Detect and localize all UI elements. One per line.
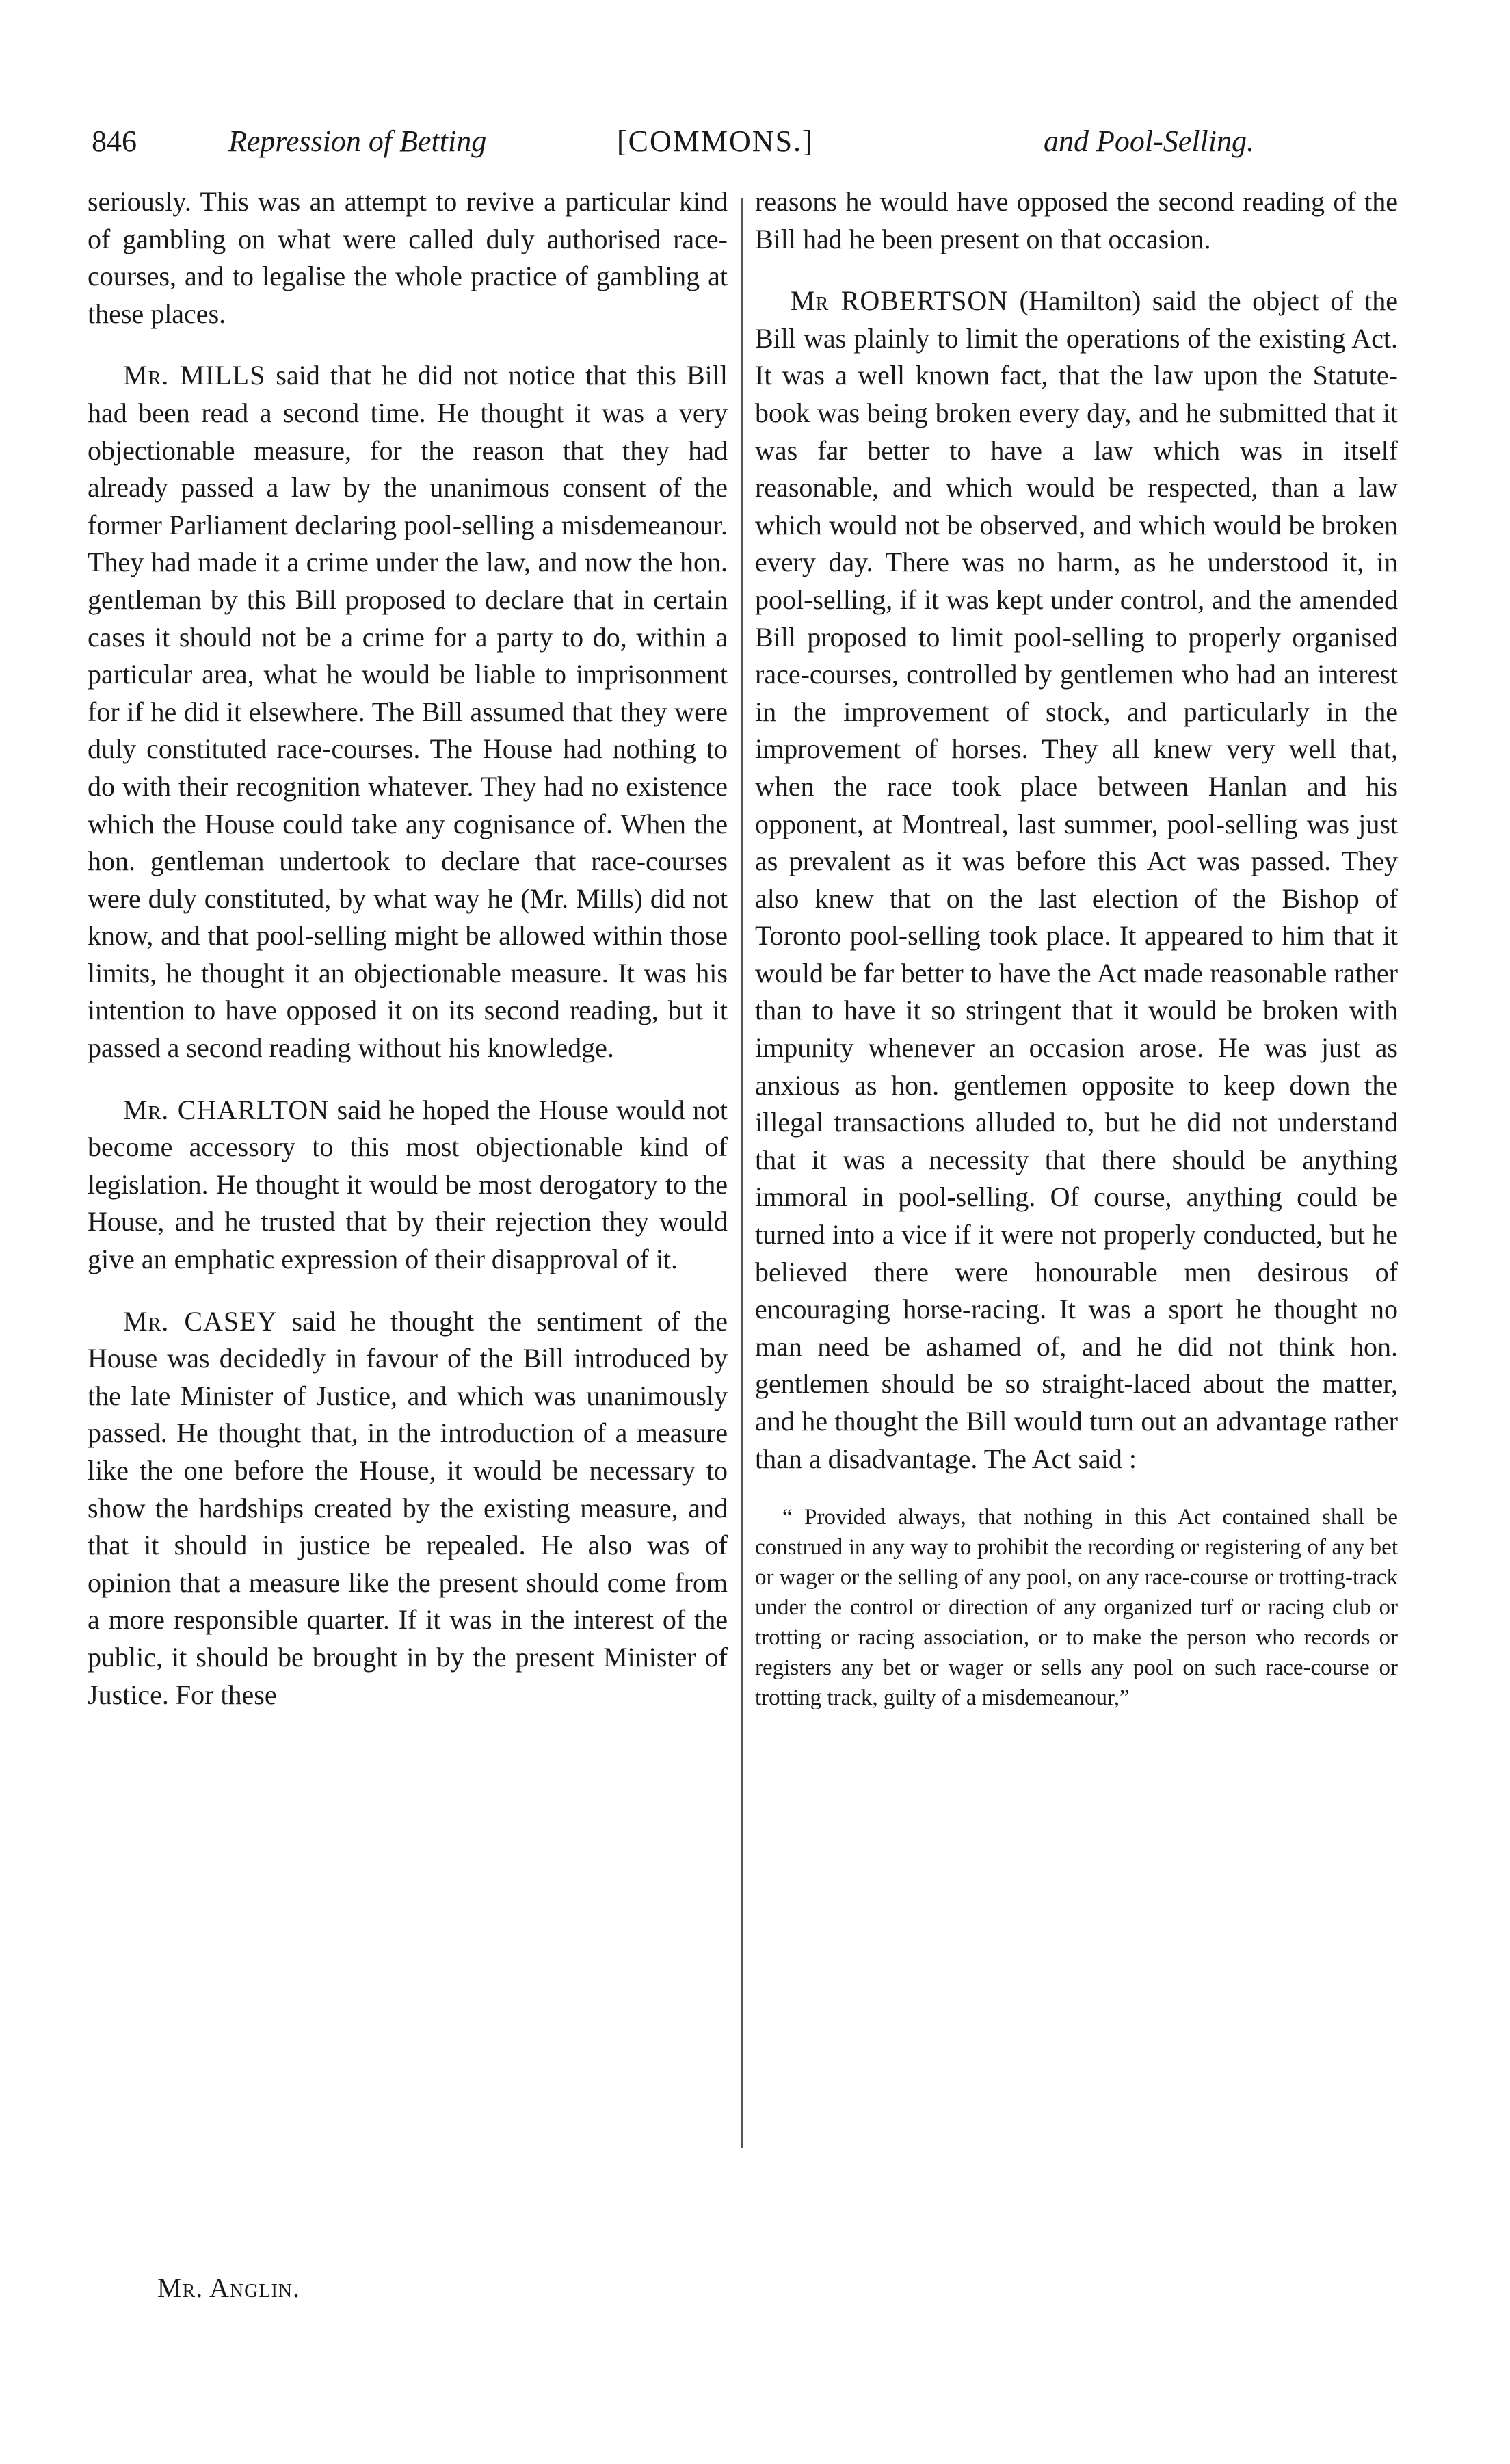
paragraph-continuation: reasons he would have opposed the second reading of the Bill had he been present on that occasion. — [755, 186, 1398, 254]
speech-casey — [88, 1303, 728, 1714]
speech-text: said he thought the sentiment of the House was decidedly in favour of the Bill introduced by the late Minister of Justice, and which was unanimously passed. He thought that, in the introduction of a measure like the one before the House, it would be necessary to show the hardships created by the existing measure, and that it should in justice be repealed. He also was of opinion that a measure like the present should come from a more responsible quarter. If it was in the interest of the public, it should be brought in by the present Minister of Justice. For these — [88, 1305, 728, 1710]
column-divider — [741, 198, 743, 2148]
speech-charlton — [88, 1092, 728, 1279]
quotation-text: “ Provided always, that nothing in this Act contained shall be construed in any way to prohibit the recording or registering of any bet or wager or the selling of any pool, on any race-course or trotting-track under the control or direction of any organized turf or racing club or trotting or racing association, or to make the person who records or registers any bet or wager or sells any pool on such race-course or trotting track, guilty of a misdemeanour,” — [755, 1505, 1398, 1711]
page-number: 846 — [92, 124, 137, 158]
speech-text: (Hamilton) said the object of the Bill was plainly to limit the operations of the existing Act. It was a well known fact, that the law upon the Statute-book was being broken every day, and he submitted that it was far better to have a law which was in itself reasonable, and which would be respected, than a law which would not be observed, and which would be broken every day. There was no harm, as he understood it, in pool-selling, if it was kept under control, and the amended Bill proposed to limit pool-selling to properly organised race-courses, controlled by gentlemen who had an interest in the improvement of stock, and particularly in the improvement of horses. They all knew very well that, when the race took place between Hanlan and his opponent, at Montreal, last summer, pool-selling was just as prevalent as it was before this Act was passed. They also knew that on the last election of the Bishop of Toronto pool-selling took place. It appeared to him that it would be far better to have the Act made reasonable rather than to have it so stringent that it would be broken with impunity whenever an occasion arose. He was just as anxious as hon. gentlemen opposite to keep down the illegal transactions alluded to, but he did not understand that it was a necessity that there should be anything immoral in pool-selling. Of course, anything could be turned into a vice if it were not properly conducted, but he believed there were honourable men desirous of encouraging horse-racing. It was a sport he thought no man need be ashamed of, and he did not think hon. gentlemen should be so straight-laced about the matter, and he thought the Bill would turn out an advantage rather than a disadvantage. The Act said : — [755, 285, 1398, 1474]
left-column — [88, 183, 728, 1738]
act-quotation — [755, 1502, 1398, 1713]
speaker-name: Mr. MILLS — [123, 360, 266, 391]
catchword: Mr. Anglin. — [157, 2272, 301, 2303]
running-title-center: [COMMONS.] — [617, 124, 814, 158]
paragraph-continuation: seriously. This was an attempt to revive a particular kind of gambling on what were called duly authorised race-courses, and to legalise the whole practice of gambling at these places. — [88, 186, 728, 329]
speaker-name: Mr. CHARLTON — [123, 1094, 330, 1125]
speaker-name: Mr. CASEY — [123, 1305, 278, 1337]
running-title-left: Repression of Betting — [228, 124, 487, 158]
speech-mills — [88, 357, 728, 1066]
running-head — [92, 118, 1254, 166]
speech-robertson — [755, 283, 1398, 1478]
running-title-right: and Pool-Selling. — [1044, 124, 1254, 158]
speech-text: said that he did not notice that this Bill had been read a second time. He thought it was a very objectionable measure, for the reason that they had already passed a law by the unanimous consent of the former Parliament declaring pool-selling a misdemeanour. They had made it a crime under the law, and now the hon. gentleman by this Bill proposed to declare that in certain cases it should not be a crime for a party to do, within a particular area, what he would be liable to imprisonment for if he did it elsewhere. The Bill assumed that they were duly constituted race-courses. The House had nothing to do with their recognition whatever. They had no existence which the House could take any cognisance of. When the hon. gentleman undertook to declare that race-courses were duly constituted, by what way he (Mr. Mills) did not know, and that pool-selling might be allowed within those limits, he thought it an objectionable measure. It was his intention to have opposed it on its second reading, but it passed a second reading without his knowledge. — [88, 360, 728, 1064]
right-column — [755, 183, 1398, 1713]
speech-text: said he hoped the House would not become accessory to this most objectionable kind of legislation. He thought it would be most derogatory to the House, and he trusted that by their rejection they would give an emphatic expression of their disapproval of it. — [88, 1094, 728, 1275]
speaker-name: Mr ROBERTSON — [791, 285, 1009, 317]
